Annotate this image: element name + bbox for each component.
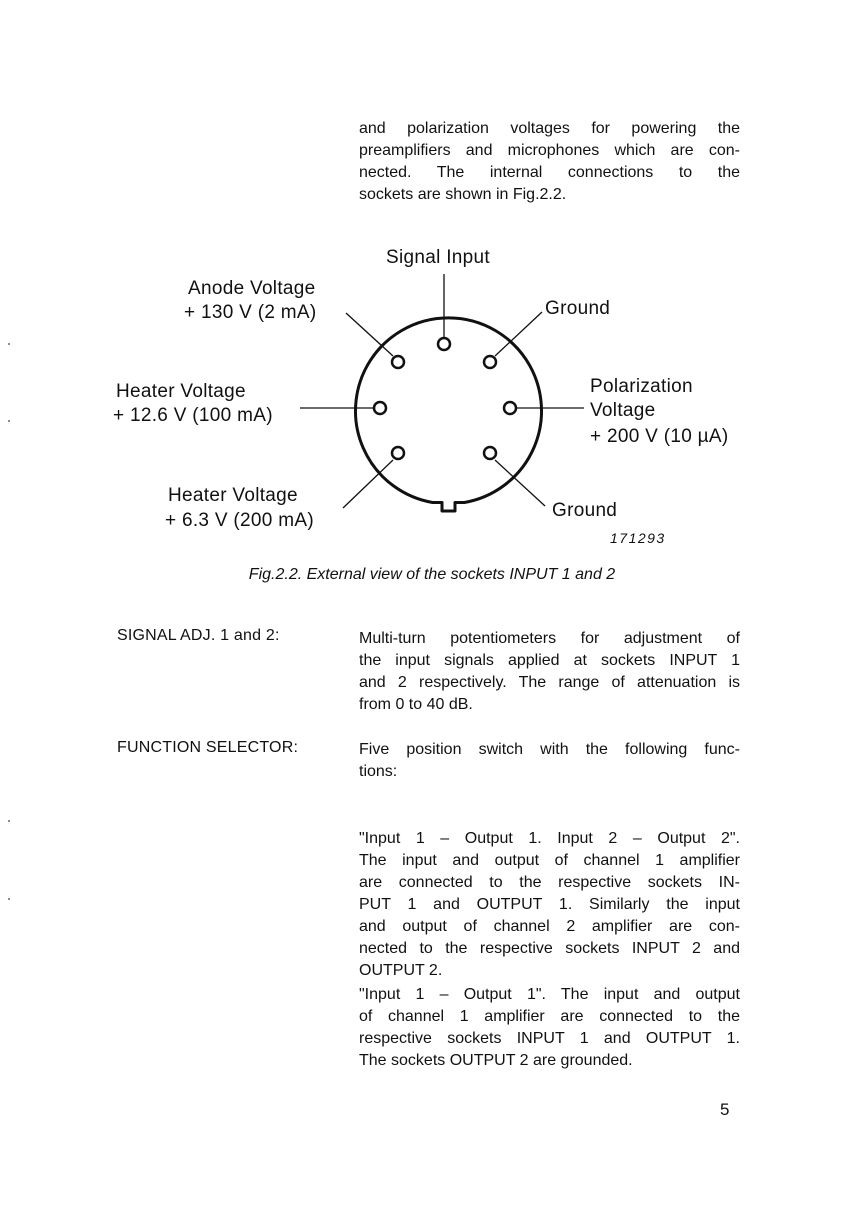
text-line: The sockets OUTPUT 2 are grounded. xyxy=(359,1052,633,1069)
pin-heater-12v xyxy=(374,402,386,414)
text-line: are connected to the respective sockets IN- xyxy=(359,874,740,891)
text-line: OUTPUT 2. xyxy=(359,962,443,979)
text-line: from 0 to 40 dB. xyxy=(359,696,473,713)
leader-lines xyxy=(300,274,584,508)
text-line: and polarization voltages for powering the xyxy=(359,120,740,137)
pin-anode xyxy=(392,356,404,368)
pin-ground-top xyxy=(484,356,496,368)
label-heater-voltage-1: Heater Voltage xyxy=(116,381,246,402)
label-ground-bottom: Ground xyxy=(552,500,618,521)
page-number: 5 xyxy=(720,1100,730,1119)
text-line: nected to the respective sockets INPUT 2 and xyxy=(359,940,740,957)
description-signal-adj xyxy=(359,628,740,716)
pin-polarization xyxy=(504,402,516,414)
text-line: of channel 1 amplifier are connected to the xyxy=(359,1008,740,1025)
text-line: Multi-turn potentiometers for adjustment of xyxy=(359,630,740,647)
label-heater-value-2: + 6.3 V (200 mA) xyxy=(165,510,314,531)
label-ground-top: Ground xyxy=(545,298,611,319)
label-heater-voltage-2: Heater Voltage xyxy=(168,485,298,506)
pin-ground-bottom xyxy=(484,447,496,459)
label-heater-value-1: + 12.6 V (100 mA) xyxy=(113,405,273,426)
text-line: The input and output of channel 1 amplifier xyxy=(359,852,740,869)
scan-speck xyxy=(8,820,10,822)
figure-caption: Fig.2.2. External view of the sockets INPUT 1 and 2 xyxy=(248,566,616,583)
text-line: and output of channel 2 amplifier are con- xyxy=(359,918,740,935)
function-mode-1-2 xyxy=(359,828,740,982)
scan-speck xyxy=(8,898,10,900)
label-anode-value: + 130 V (2 mA) xyxy=(184,302,317,323)
label-anode-voltage: Anode Voltage xyxy=(188,278,316,299)
text-line: "Input 1 – Output 1. Input 2 – Output 2". xyxy=(359,830,740,847)
scan-speck xyxy=(8,420,10,422)
text-line: the input signals applied at sockets INPUT 1 xyxy=(359,652,740,669)
text-line: "Input 1 – Output 1". The input and output xyxy=(359,986,740,1003)
label-signal-input: Signal Input xyxy=(386,247,490,268)
pin-signal-input xyxy=(438,338,450,350)
description-function-selector xyxy=(359,739,740,783)
text-line: respective sockets INPUT 1 and OUTPUT 1. xyxy=(359,1030,740,1047)
label-polarization-value: + 200 V (10 µA) xyxy=(590,426,729,447)
function-mode-1 xyxy=(359,984,740,1072)
pin-heater-6v xyxy=(392,447,404,459)
text-line: and 2 respectively. The range of attenuation is xyxy=(359,674,740,691)
text-line: preamplifiers and microphones which are con- xyxy=(359,142,740,159)
text-line: tions: xyxy=(359,763,398,780)
figure-number: 171293 xyxy=(610,530,666,546)
text-line: sockets are shown in Fig.2.2. xyxy=(359,186,567,203)
text-line: nected. The internal connections to the xyxy=(359,164,740,181)
term-function-selector: FUNCTION SELECTOR: xyxy=(117,739,299,756)
term-signal-adj: SIGNAL ADJ. 1 and 2: xyxy=(117,627,280,644)
label-polarization: Polarization xyxy=(590,376,693,397)
label-voltage: Voltage xyxy=(590,400,656,421)
text-line: Five position switch with the following func- xyxy=(359,741,740,758)
text-line: PUT 1 and OUTPUT 1. Similarly the input xyxy=(359,896,740,913)
scan-speck xyxy=(8,343,10,345)
